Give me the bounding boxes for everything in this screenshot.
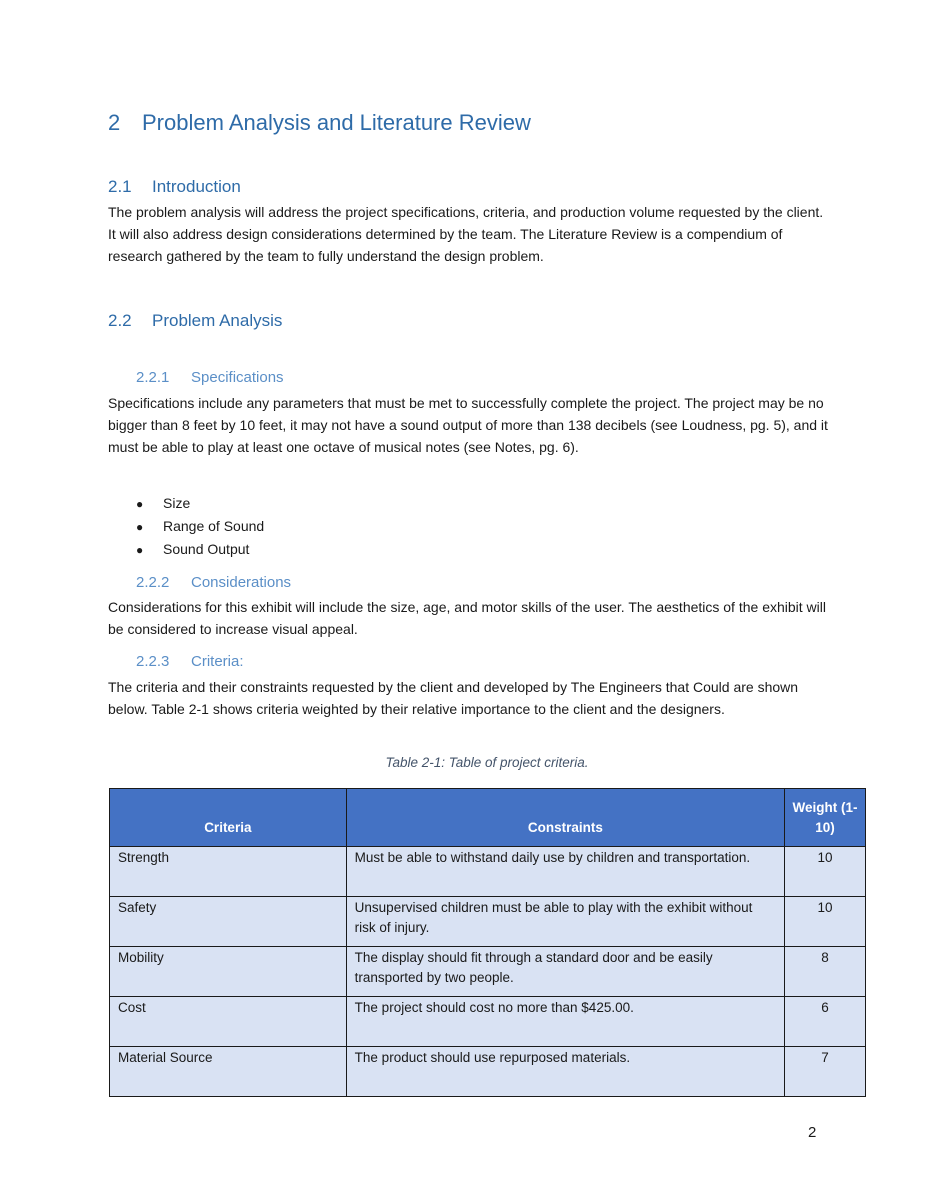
section-heading-2-2-2 — [136, 574, 291, 591]
criteria-cell: Cost — [110, 997, 347, 1047]
constraint-cell: The display should fit through a standard door and be easily transported by two people. — [346, 947, 784, 997]
table-row — [110, 997, 866, 1047]
list-item: ● Sound Output — [136, 538, 264, 561]
table-header-row — [110, 789, 866, 847]
weight-cell: 8 — [785, 947, 866, 997]
criteria-cell: Safety — [110, 897, 347, 947]
considerations-paragraph: Considerations for this exhibit will include the size, age, and motor skills of the user. The aesthetics of the exhibit will be considered to increase visual appeal. — [108, 599, 826, 637]
table-row — [110, 947, 866, 997]
weight-cell: 6 — [785, 997, 866, 1047]
constraint-cell: The project should cost no more than $425.00. — [346, 997, 784, 1047]
list-item: ● Range of Sound — [136, 515, 264, 538]
section-title: Problem Analysis — [152, 311, 283, 330]
specifications-list — [136, 492, 264, 561]
specifications-paragraph: Specifications include any parameters that must be met to successfully complete the project. The project may be no bigger than 8 feet by 10 feet, it may not have a sound output of more than 138 decibels (see Loudness, pg. 5), and it must be able to play at least one octave of musical notes (see Notes, pg. 6). — [108, 395, 828, 455]
criteria-cell: Strength — [110, 847, 347, 897]
table-caption: Table 2-1: Table of project criteria. — [385, 755, 589, 770]
section-heading-2 — [108, 110, 531, 136]
column-header-weight: Weight (1-10) — [785, 789, 866, 847]
weight-cell: 7 — [785, 1047, 866, 1097]
bullet-icon: ● — [136, 497, 144, 511]
page-number: 2 — [808, 1124, 817, 1141]
section-heading-2-2 — [108, 311, 282, 331]
section-number: 2.1 — [108, 177, 132, 196]
column-header-constraints: Constraints — [346, 789, 784, 847]
table-row — [110, 897, 866, 947]
table-row — [110, 847, 866, 897]
criteria-table — [109, 788, 866, 1097]
bullet-icon: ● — [136, 543, 144, 557]
table-row — [110, 1047, 866, 1097]
section-title: Considerations — [191, 574, 292, 591]
section-number: 2.2.3 — [136, 653, 170, 670]
section-heading-2-2-1 — [136, 369, 284, 386]
section-title: Criteria: — [191, 653, 244, 670]
section-title: Specifications — [191, 369, 284, 386]
criteria-cell: Material Source — [110, 1047, 347, 1097]
section-number: 2 — [108, 110, 121, 135]
column-header-criteria: Criteria — [110, 789, 347, 847]
constraint-cell: Must be able to withstand daily use by children and transportation. — [346, 847, 784, 897]
criteria-cell: Mobility — [110, 947, 347, 997]
section-number: 2.2 — [108, 311, 132, 330]
section-heading-2-2-3 — [136, 653, 244, 670]
criteria-paragraph: The criteria and their constraints requested by the client and developed by The Engineers that Could are shown below. Table 2-1 shows criteria weighted by their relative importance to the client and the designers. — [108, 679, 799, 717]
weight-cell: 10 — [785, 847, 866, 897]
constraint-cell: The product should use repurposed materials. — [346, 1047, 784, 1097]
section-number: 2.2.2 — [136, 574, 170, 591]
bullet-icon: ● — [136, 520, 144, 534]
section-title: Problem Analysis and Literature Review — [142, 110, 531, 135]
intro-paragraph: The problem analysis will address the project specifications, criteria, and production volume requested by the client. It will also address design considerations determined by the team. The Literature Review is a compendium of research gathered by the team to fully understand the design problem. — [108, 204, 824, 264]
section-title: Introduction — [152, 177, 241, 196]
section-heading-2-1 — [108, 177, 241, 197]
list-item: ● Size — [136, 492, 264, 515]
weight-cell: 10 — [785, 897, 866, 947]
section-number: 2.2.1 — [136, 369, 170, 386]
constraint-cell: Unsupervised children must be able to play with the exhibit without risk of injury. — [346, 897, 784, 947]
